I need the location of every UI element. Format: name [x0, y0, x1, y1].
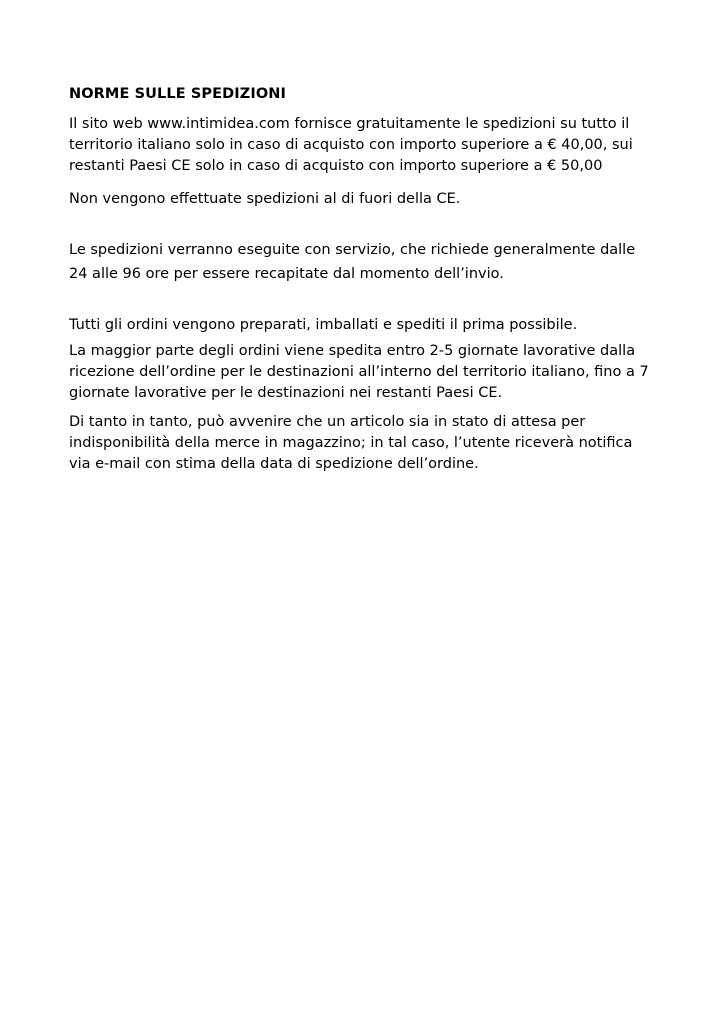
paragraph-free-shipping: Il sito web www.intimidea.com fornisce gratuitamente le spedizioni su tutto il territorio italiano solo in caso di acquisto con importo superiore a € 40,00, sui restanti Paesi CE solo in caso di acquisto con importo superiore a € 50,00	[69, 116, 633, 174]
paragraph-eu-only: Non vengono effettuate spedizioni al di fuori della CE.	[69, 191, 461, 207]
document-content	[69, 84, 669, 475]
paragraph-delivery-time-line-1: Le spedizioni verranno eseguite con servizio, che richiede generalmente dalle	[69, 242, 636, 258]
document-title: NORME SULLE SPEDIZIONI	[69, 86, 287, 102]
paragraph-order-preparation: Tutti gli ordini vengono preparati, imballati e spediti il prima possibile.	[69, 317, 578, 333]
paragraph-delivery-time-line-2: 24 alle 96 ore per essere recapitate dal momento dell’invio.	[69, 266, 504, 282]
paragraph-out-of-stock: Di tanto in tanto, può avvenire che un articolo sia in stato di attesa per indisponibilità della merce in magazzino; in tal caso, l’utente riceverà notifica via e-mail con stima della data di spedizione dell’ordine.	[69, 414, 633, 472]
paragraph-shipping-window: La maggior parte degli ordini viene spedita entro 2-5 giornate lavorative dalla ricezione dell’ordine per le destinazioni all’interno del territorio italiano, fino a 7 giornate lavorative per le destinazioni nei restanti Paesi CE.	[69, 343, 649, 401]
paragraph-delivery-time	[69, 219, 669, 306]
